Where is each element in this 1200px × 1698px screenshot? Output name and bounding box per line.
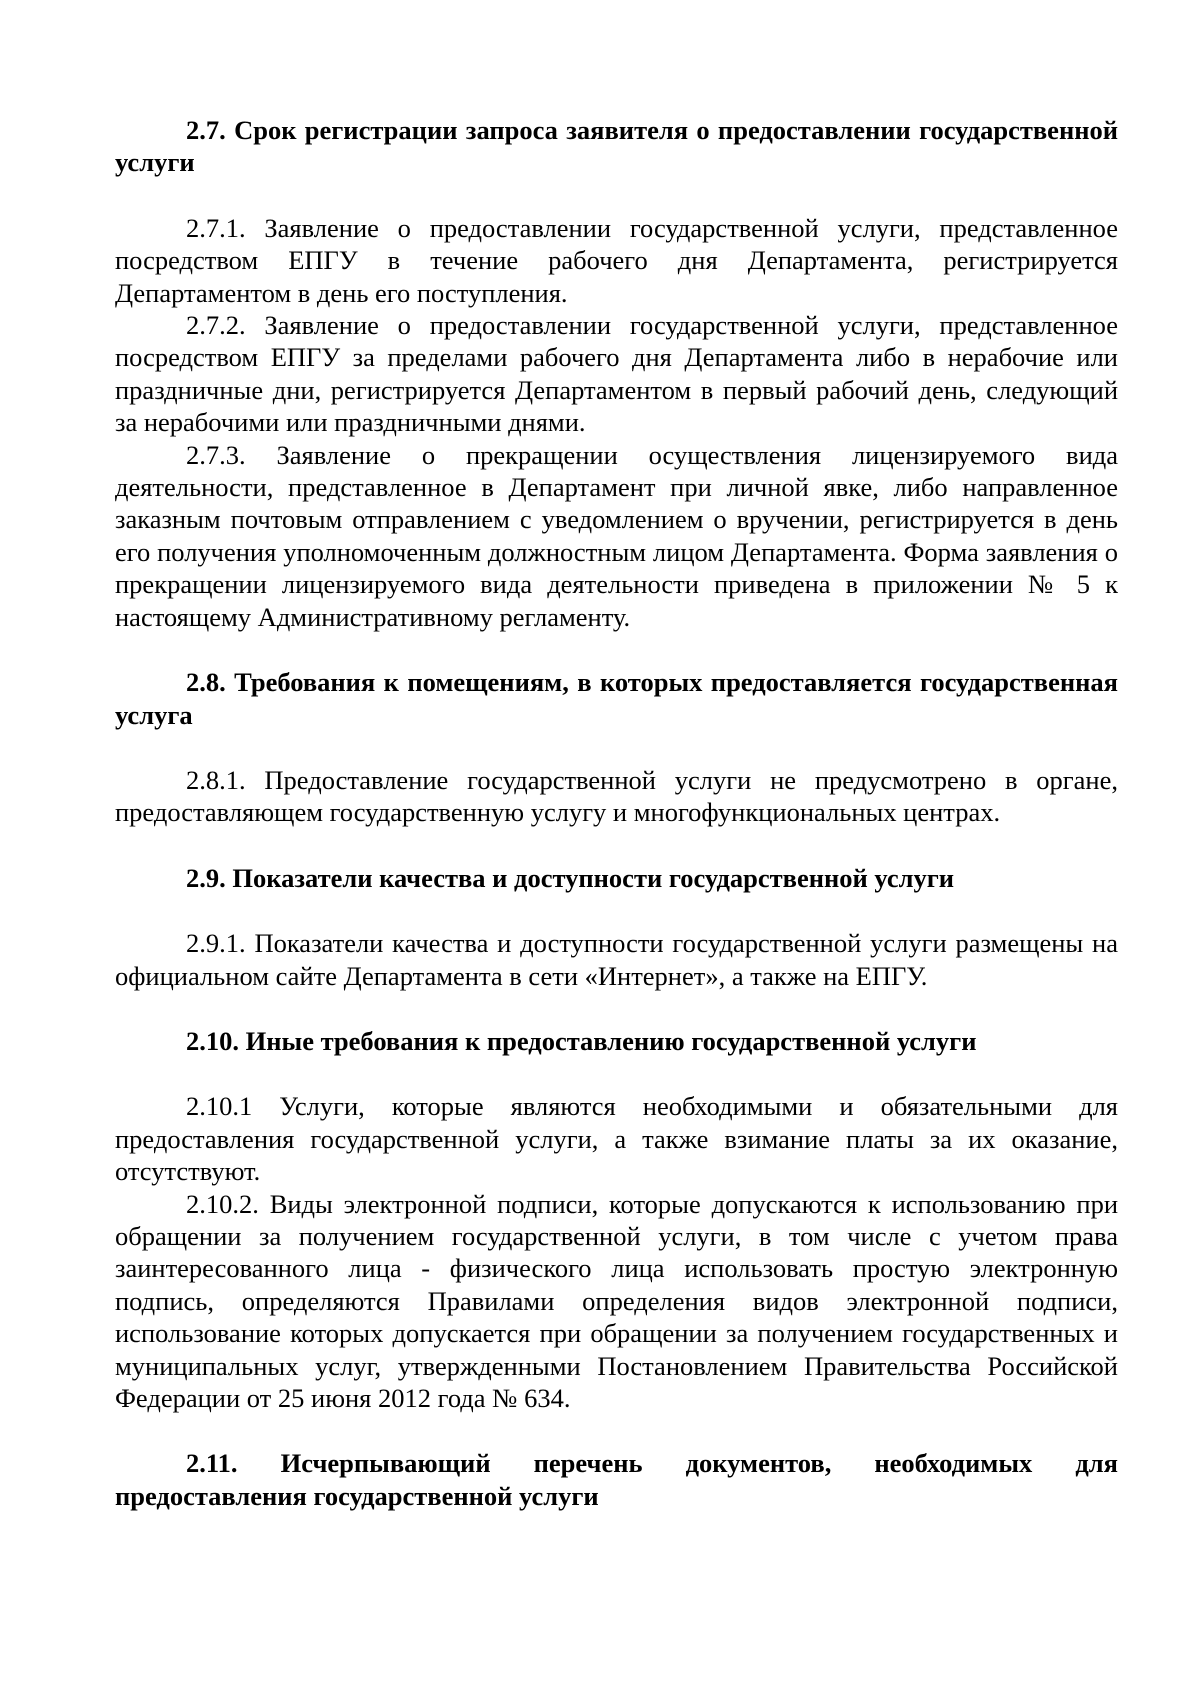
paragraph-2-10-1: 2.10.1 Услуги, которые являются необходимыми и обязательными для предоставления государственной услуги, а также взимание платы за их оказание, отсутствуют. — [115, 1091, 1118, 1187]
paragraph-2-9-1: 2.9.1. Показатели качества и доступности государственной услуги размещены на официальном сайте Департамента в сети «Интернет», а также на ЕПГУ. — [115, 928, 1118, 991]
section-heading-2-11: 2.11. Исчерпывающий перечень документов, необходимых для предоставления государственной услуги — [115, 1448, 1118, 1511]
paragraph-2-7-1: 2.7.1. Заявление о предоставлении государственной услуги, представленное посредством ЕПГУ в течение рабочего дня Департамента, регистрируется Департаментом в день его поступления. — [115, 212, 1118, 308]
paragraph-2-10-2: 2.10.2. Виды электронной подписи, которые допускаются к использованию при обращении за получением государственной услуги, в том числе с учетом права заинтересованного лица - физического лица использовать простую электронную подпись, определяются Правилами определения видов электронной подписи, использование которых допускается при обращении за получением государственных и муниципальных услуг, утвержденными Постановлением Правительства Российской Федерации от 25 июня 2012 года № 634. — [115, 1188, 1118, 1413]
section-heading-2-8: 2.8. Требования к помещениям, в которых предоставляется государственная услуга — [115, 667, 1118, 730]
section-heading-2-9: 2.9. Показатели качества и доступности государственной услуги — [186, 862, 955, 893]
section-heading-2-7: 2.7. Срок регистрации запроса заявителя о предоставлении государственной услуги — [115, 115, 1118, 178]
paragraph-2-7-2: 2.7.2. Заявление о предоставлении государственной услуги, представленное посредством ЕПГУ за пределами рабочего дня Департамента либо в нерабочие или праздничные дни, регистрируется Департаментом в первый рабочий день, следующий за нерабочими или праздничными днями. — [115, 310, 1118, 438]
document-page — [115, 114, 1118, 1512]
section-heading-2-10: 2.10. Иные требования к предоставлению государственной услуги — [186, 1025, 977, 1056]
paragraph-2-8-1: 2.8.1. Предоставление государственной услуги не предусмотрено в органе, предоставляющем государственную услугу и многофункциональных центрах. — [115, 764, 1118, 828]
paragraph-2-7-3: 2.7.3. Заявление о прекращении осуществления лицензируемого вида деятельности, представленное в Департамент при личной явке, либо направленное заказным почтовым отправлением с уведомлением о вручении, регистрируется в день его получения уполномоченным должностным лицом Департамента. Форма заявления о прекращении лицензируемого вида деятельности приведена в приложении № 5 к настоящему Административному регламенту. — [115, 439, 1118, 632]
